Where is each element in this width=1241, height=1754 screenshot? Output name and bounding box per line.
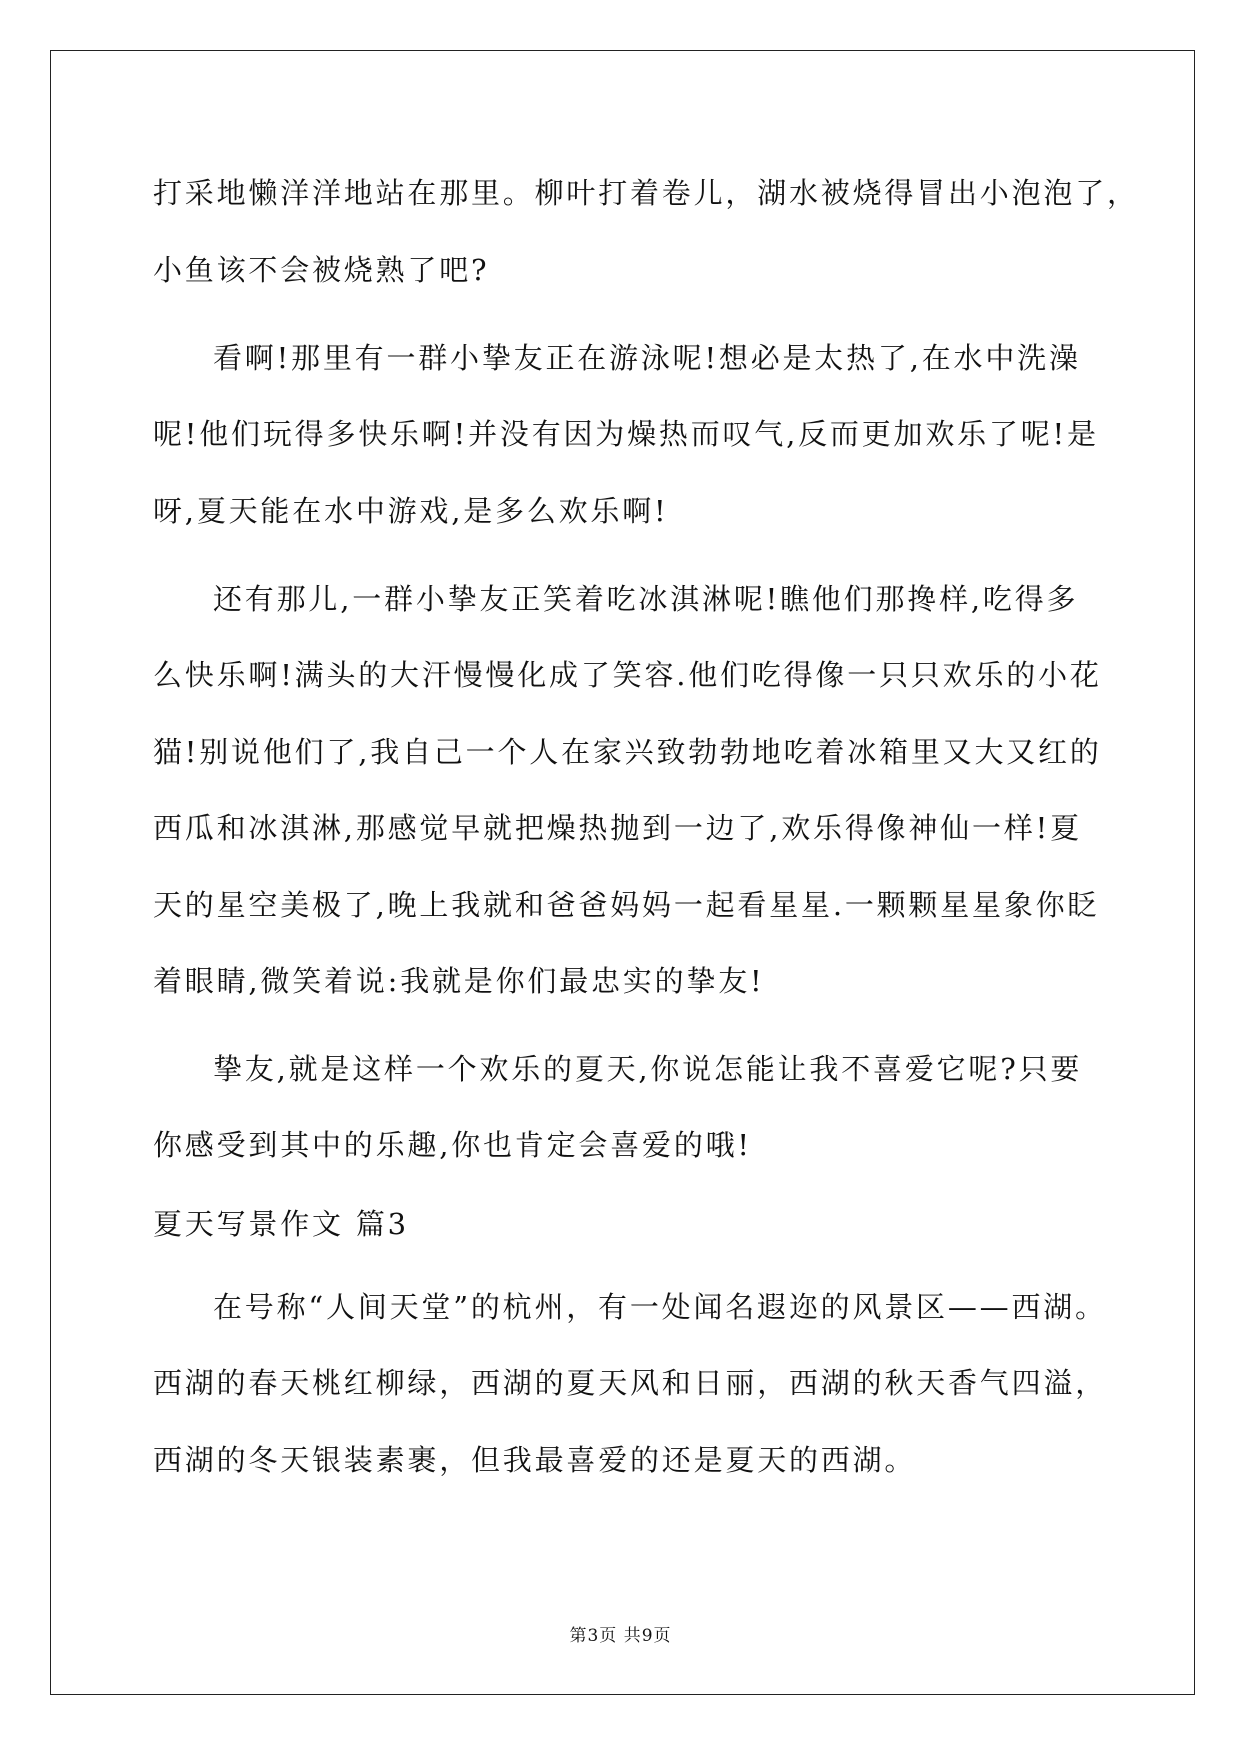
paragraph-line: 呢!他们玩得多快乐啊!并没有因为燥热而叹气,反而更加欢乐了呢!是 [153, 417, 1099, 451]
section-heading: 夏天写景作文 篇3 [153, 1207, 409, 1241]
paragraph-line: 打采地懒洋洋地站在那里。柳叶打着卷儿，湖水被烧得冒出小泡泡了， [153, 176, 1139, 210]
paragraph-line: 么快乐啊!满头的大汗慢慢化成了笑容.他们吃得像一只只欢乐的小花 [153, 658, 1102, 692]
paragraph-line: 小鱼该不会被烧熟了吧? [153, 253, 490, 287]
paragraph-line: 呀,夏天能在水中游戏,是多么欢乐啊! [153, 494, 669, 528]
paragraph-line: 还有那儿,一群小挚友正笑着吃冰淇淋呢!瞧他们那搀样,吃得多 [213, 582, 1079, 616]
paragraph-line: 西湖的冬天银装素裹，但我最喜爱的还是夏天的西湖。 [153, 1443, 917, 1477]
paragraph-line: 挚友,就是这样一个欢乐的夏天,你说怎能让我不喜爱它呢?只要 [213, 1052, 1083, 1086]
paragraph-line: 天的星空美极了,晚上我就和爸爸妈妈一起看星星.一颗颗星星象你眨 [153, 888, 1100, 922]
paragraph-line: 西瓜和冰淇淋,那感觉早就把燥热抛到一边了,欢乐得像神仙一样!夏 [153, 811, 1082, 845]
paragraph-line: 看啊!那里有一群小挚友正在游泳呢!想必是太热了,在水中洗澡 [213, 341, 1081, 375]
paragraph-line: 在号称“人间天堂”的杭州，有一处闻名遐迩的风景区——西湖。 [213, 1290, 1107, 1324]
paragraph-line: 西湖的春天桃红柳绿，西湖的夏天风和日丽，西湖的秋天香气四溢， [153, 1366, 1108, 1400]
paragraph-line: 着眼睛,微笑着说:我就是你们最忠实的挚友! [153, 964, 765, 998]
paragraph-line: 猫!别说他们了,我自己一个人在家兴致勃勃地吃着冰箱里又大又红的 [153, 735, 1102, 769]
page-number: 第3页 共9页 [569, 1626, 672, 1646]
paragraph-line: 你感受到其中的乐趣,你也肯定会喜爱的哦! [153, 1128, 752, 1162]
